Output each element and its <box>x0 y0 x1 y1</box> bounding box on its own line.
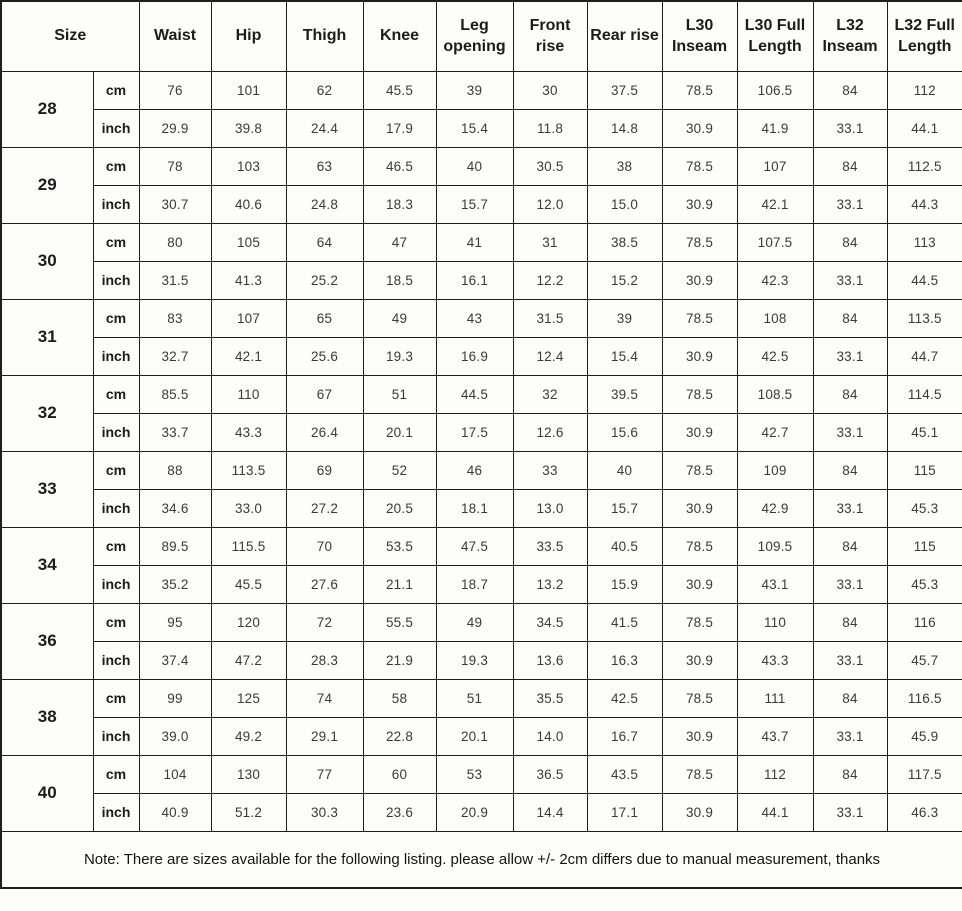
measurement-cell: 33.1 <box>813 793 887 831</box>
measurement-cell: 78.5 <box>662 679 737 717</box>
measurement-cell: 107.5 <box>737 223 813 261</box>
table-row-size-31-cm <box>1 299 962 337</box>
unit-label-cm: cm <box>93 451 139 489</box>
measurement-cell: 14.0 <box>513 717 587 755</box>
measurement-cell: 44.5 <box>887 261 962 299</box>
measurement-cell: 33.1 <box>813 337 887 375</box>
measurement-cell: 42.5 <box>737 337 813 375</box>
measurement-cell: 31.5 <box>513 299 587 337</box>
measurement-cell: 104 <box>139 755 211 793</box>
table-header <box>1 1 962 71</box>
measurement-cell: 101 <box>211 71 286 109</box>
table-row-size-40-cm <box>1 755 962 793</box>
unit-label-inch: inch <box>93 489 139 527</box>
measurement-cell: 78.5 <box>662 71 737 109</box>
table-row-size-36-cm <box>1 603 962 641</box>
measurement-cell: 69 <box>286 451 363 489</box>
unit-label-cm: cm <box>93 527 139 565</box>
measurement-cell: 41 <box>436 223 513 261</box>
size-column-header: Size <box>1 1 139 71</box>
measurement-cell: 15.9 <box>587 565 662 603</box>
measurement-cell: 63 <box>286 147 363 185</box>
column-header-rear-rise: Rear rise <box>587 1 662 71</box>
measurement-cell: 84 <box>813 527 887 565</box>
measurement-cell: 78.5 <box>662 375 737 413</box>
unit-label-cm: cm <box>93 755 139 793</box>
measurement-cell: 20.1 <box>363 413 436 451</box>
column-header-l30-inseam: L30 Inseam <box>662 1 737 71</box>
table-row-size-40-inch <box>1 793 962 831</box>
measurement-cell: 33.1 <box>813 717 887 755</box>
measurement-cell: 19.3 <box>363 337 436 375</box>
measurement-cell: 40.9 <box>139 793 211 831</box>
measurement-cell: 14.8 <box>587 109 662 147</box>
table-row-size-29-cm <box>1 147 962 185</box>
measurement-cell: 78 <box>139 147 211 185</box>
measurement-cell: 44.5 <box>436 375 513 413</box>
measurement-cell: 33.1 <box>813 413 887 451</box>
measurement-cell: 30.9 <box>662 489 737 527</box>
measurement-cell: 41.5 <box>587 603 662 641</box>
measurement-cell: 30.9 <box>662 717 737 755</box>
measurement-cell: 84 <box>813 679 887 717</box>
measurement-cell: 40 <box>436 147 513 185</box>
measurement-cell: 27.6 <box>286 565 363 603</box>
measurement-cell: 46 <box>436 451 513 489</box>
measurement-cell: 103 <box>211 147 286 185</box>
measurement-cell: 83 <box>139 299 211 337</box>
measurement-cell: 16.9 <box>436 337 513 375</box>
table-row-size-36-inch <box>1 641 962 679</box>
measurement-cell: 28.3 <box>286 641 363 679</box>
measurement-cell: 120 <box>211 603 286 641</box>
measurement-cell: 47.5 <box>436 527 513 565</box>
table-row-size-28-cm <box>1 71 962 109</box>
measurement-cell: 113.5 <box>211 451 286 489</box>
measurement-cell: 39 <box>436 71 513 109</box>
measurement-cell: 43.5 <box>587 755 662 793</box>
measurement-cell: 33.1 <box>813 489 887 527</box>
measurement-cell: 65 <box>286 299 363 337</box>
measurement-cell: 45.9 <box>887 717 962 755</box>
measurement-cell: 105 <box>211 223 286 261</box>
column-header-l32-full-length: L32 Full Length <box>887 1 962 71</box>
measurement-cell: 15.7 <box>587 489 662 527</box>
measurement-cell: 78.5 <box>662 603 737 641</box>
measurement-cell: 109 <box>737 451 813 489</box>
measurement-cell: 74 <box>286 679 363 717</box>
unit-label-cm: cm <box>93 603 139 641</box>
measurement-cell: 42.9 <box>737 489 813 527</box>
table-row-size-33-inch <box>1 489 962 527</box>
measurement-cell: 15.4 <box>587 337 662 375</box>
column-header-l32-inseam: L32 Inseam <box>813 1 887 71</box>
measurement-cell: 18.3 <box>363 185 436 223</box>
unit-label-cm: cm <box>93 299 139 337</box>
measurement-cell: 41.9 <box>737 109 813 147</box>
unit-label-inch: inch <box>93 109 139 147</box>
measurement-cell: 49 <box>436 603 513 641</box>
measurement-cell: 115 <box>887 527 962 565</box>
measurement-cell: 125 <box>211 679 286 717</box>
measurement-cell: 84 <box>813 147 887 185</box>
column-header-hip: Hip <box>211 1 286 71</box>
measurement-cell: 39.8 <box>211 109 286 147</box>
column-header-l30-full-length: L30 Full Length <box>737 1 813 71</box>
measurement-cell: 32 <box>513 375 587 413</box>
measurement-cell: 45.5 <box>211 565 286 603</box>
measurement-cell: 33 <box>513 451 587 489</box>
measurement-cell: 30.9 <box>662 337 737 375</box>
measurement-cell: 52 <box>363 451 436 489</box>
size-label-30: 30 <box>1 223 93 299</box>
size-label-28: 28 <box>1 71 93 147</box>
measurement-cell: 78.5 <box>662 755 737 793</box>
measurement-cell: 47 <box>363 223 436 261</box>
measurement-cell: 20.1 <box>436 717 513 755</box>
measurement-cell: 16.1 <box>436 261 513 299</box>
unit-label-inch: inch <box>93 413 139 451</box>
unit-label-inch: inch <box>93 565 139 603</box>
measurement-cell: 46.5 <box>363 147 436 185</box>
size-label-29: 29 <box>1 147 93 223</box>
table-row-size-29-inch <box>1 185 962 223</box>
size-label-31: 31 <box>1 299 93 375</box>
measurement-cell: 47.2 <box>211 641 286 679</box>
measurement-cell: 42.5 <box>587 679 662 717</box>
measurement-cell: 15.2 <box>587 261 662 299</box>
measurement-cell: 42.7 <box>737 413 813 451</box>
unit-label-inch: inch <box>93 337 139 375</box>
measurement-cell: 40.5 <box>587 527 662 565</box>
measurement-cell: 39 <box>587 299 662 337</box>
measurement-cell: 34.6 <box>139 489 211 527</box>
measurement-cell: 33.1 <box>813 261 887 299</box>
measurement-cell: 110 <box>211 375 286 413</box>
measurement-cell: 42.1 <box>211 337 286 375</box>
table-row-size-32-cm <box>1 375 962 413</box>
measurement-cell: 42.3 <box>737 261 813 299</box>
measurement-cell: 39.0 <box>139 717 211 755</box>
measurement-cell: 43.3 <box>211 413 286 451</box>
measurement-cell: 107 <box>737 147 813 185</box>
table-row-size-38-cm <box>1 679 962 717</box>
measurement-cell: 43 <box>436 299 513 337</box>
measurement-cell: 33.7 <box>139 413 211 451</box>
measurement-cell: 43.3 <box>737 641 813 679</box>
measurement-cell: 84 <box>813 451 887 489</box>
measurement-cell: 33.1 <box>813 565 887 603</box>
measurement-cell: 30.7 <box>139 185 211 223</box>
unit-label-cm: cm <box>93 679 139 717</box>
measurement-cell: 49.2 <box>211 717 286 755</box>
measurement-cell: 67 <box>286 375 363 413</box>
measurement-cell: 64 <box>286 223 363 261</box>
measurement-cell: 38 <box>587 147 662 185</box>
measurement-cell: 30.9 <box>662 565 737 603</box>
measurement-cell: 38.5 <box>587 223 662 261</box>
measurement-cell: 107 <box>211 299 286 337</box>
measurement-cell: 30.9 <box>662 185 737 223</box>
measurement-cell: 13.2 <box>513 565 587 603</box>
measurement-cell: 33.0 <box>211 489 286 527</box>
table-footer <box>1 831 962 888</box>
measurement-cell: 24.8 <box>286 185 363 223</box>
measurement-cell: 29.9 <box>139 109 211 147</box>
measurement-cell: 30.9 <box>662 793 737 831</box>
measurement-cell: 51 <box>363 375 436 413</box>
measurement-cell: 111 <box>737 679 813 717</box>
measurement-cell: 33.5 <box>513 527 587 565</box>
measurement-cell: 12.0 <box>513 185 587 223</box>
header-row <box>1 1 962 71</box>
measurement-cell: 45.3 <box>887 489 962 527</box>
measurement-cell: 12.4 <box>513 337 587 375</box>
measurement-cell: 112 <box>737 755 813 793</box>
measurement-cell: 25.2 <box>286 261 363 299</box>
measurement-cell: 40 <box>587 451 662 489</box>
measurement-cell: 23.6 <box>363 793 436 831</box>
measurement-cell: 109.5 <box>737 527 813 565</box>
measurement-cell: 40.6 <box>211 185 286 223</box>
measurement-cell: 13.6 <box>513 641 587 679</box>
size-label-33: 33 <box>1 451 93 527</box>
measurement-cell: 30.5 <box>513 147 587 185</box>
measurement-cell: 14.4 <box>513 793 587 831</box>
measurement-cell: 84 <box>813 375 887 413</box>
measurement-cell: 31.5 <box>139 261 211 299</box>
measurement-cell: 27.2 <box>286 489 363 527</box>
unit-label-inch: inch <box>93 793 139 831</box>
measurement-cell: 115.5 <box>211 527 286 565</box>
measurement-cell: 95 <box>139 603 211 641</box>
measurement-cell: 99 <box>139 679 211 717</box>
measurement-cell: 30 <box>513 71 587 109</box>
column-header-front-rise: Front rise <box>513 1 587 71</box>
size-label-38: 38 <box>1 679 93 755</box>
measurement-cell: 30.9 <box>662 261 737 299</box>
measurement-cell: 42.1 <box>737 185 813 223</box>
measurement-cell: 15.6 <box>587 413 662 451</box>
measurement-cell: 15.7 <box>436 185 513 223</box>
measurement-cell: 33.1 <box>813 109 887 147</box>
measurement-cell: 84 <box>813 71 887 109</box>
measurement-cell: 15.4 <box>436 109 513 147</box>
size-label-40: 40 <box>1 755 93 831</box>
measurement-cell: 70 <box>286 527 363 565</box>
table-row-size-30-inch <box>1 261 962 299</box>
measurement-cell: 110 <box>737 603 813 641</box>
measurement-cell: 44.7 <box>887 337 962 375</box>
measurement-cell: 114.5 <box>887 375 962 413</box>
note-row <box>1 831 962 888</box>
table-row-size-31-inch <box>1 337 962 375</box>
measurement-cell: 25.6 <box>286 337 363 375</box>
measurement-cell: 16.7 <box>587 717 662 755</box>
measurement-cell: 112 <box>887 71 962 109</box>
unit-label-cm: cm <box>93 223 139 261</box>
measurement-cell: 17.5 <box>436 413 513 451</box>
measurement-cell: 51.2 <box>211 793 286 831</box>
measurement-cell: 78.5 <box>662 299 737 337</box>
measurement-cell: 39.5 <box>587 375 662 413</box>
measurement-cell: 41.3 <box>211 261 286 299</box>
measurement-cell: 116 <box>887 603 962 641</box>
table-row-size-28-inch <box>1 109 962 147</box>
measurement-cell: 53 <box>436 755 513 793</box>
measurement-cell: 77 <box>286 755 363 793</box>
measurement-cell: 108.5 <box>737 375 813 413</box>
measurement-cell: 80 <box>139 223 211 261</box>
unit-label-inch: inch <box>93 641 139 679</box>
note-text: Note: There are sizes available for the following listing. please allow +/- 2cm differs due to manual measurement, thanks <box>1 831 962 888</box>
size-label-32: 32 <box>1 375 93 451</box>
measurement-cell: 11.8 <box>513 109 587 147</box>
measurement-cell: 106.5 <box>737 71 813 109</box>
measurement-cell: 45.7 <box>887 641 962 679</box>
measurement-cell: 22.8 <box>363 717 436 755</box>
measurement-cell: 78.5 <box>662 223 737 261</box>
measurement-cell: 24.4 <box>286 109 363 147</box>
measurement-cell: 30.3 <box>286 793 363 831</box>
measurement-cell: 49 <box>363 299 436 337</box>
measurement-cell: 113.5 <box>887 299 962 337</box>
measurement-cell: 44.1 <box>887 109 962 147</box>
measurement-cell: 85.5 <box>139 375 211 413</box>
measurement-cell: 29.1 <box>286 717 363 755</box>
measurement-cell: 13.0 <box>513 489 587 527</box>
measurement-cell: 76 <box>139 71 211 109</box>
table-row-size-34-cm <box>1 527 962 565</box>
measurement-cell: 16.3 <box>587 641 662 679</box>
measurement-cell: 116.5 <box>887 679 962 717</box>
measurement-cell: 44.1 <box>737 793 813 831</box>
measurement-cell: 44.3 <box>887 185 962 223</box>
measurement-cell: 33.1 <box>813 641 887 679</box>
size-label-34: 34 <box>1 527 93 603</box>
measurement-cell: 21.9 <box>363 641 436 679</box>
measurement-cell: 37.4 <box>139 641 211 679</box>
measurement-cell: 19.3 <box>436 641 513 679</box>
measurement-cell: 18.5 <box>363 261 436 299</box>
table-row-size-32-inch <box>1 413 962 451</box>
measurement-cell: 18.1 <box>436 489 513 527</box>
measurement-cell: 15.0 <box>587 185 662 223</box>
measurement-cell: 130 <box>211 755 286 793</box>
measurement-cell: 113 <box>887 223 962 261</box>
measurement-cell: 31 <box>513 223 587 261</box>
measurement-cell: 43.7 <box>737 717 813 755</box>
measurement-cell: 35.5 <box>513 679 587 717</box>
unit-label-cm: cm <box>93 71 139 109</box>
measurement-cell: 36.5 <box>513 755 587 793</box>
unit-label-inch: inch <box>93 717 139 755</box>
measurement-cell: 33.1 <box>813 185 887 223</box>
measurement-cell: 84 <box>813 223 887 261</box>
measurement-cell: 35.2 <box>139 565 211 603</box>
measurement-cell: 78.5 <box>662 451 737 489</box>
measurement-cell: 46.3 <box>887 793 962 831</box>
column-header-thigh: Thigh <box>286 1 363 71</box>
measurement-cell: 17.9 <box>363 109 436 147</box>
measurement-cell: 45.5 <box>363 71 436 109</box>
measurement-cell: 60 <box>363 755 436 793</box>
table-row-size-33-cm <box>1 451 962 489</box>
measurement-cell: 112.5 <box>887 147 962 185</box>
measurement-cell: 78.5 <box>662 147 737 185</box>
measurement-cell: 117.5 <box>887 755 962 793</box>
measurement-cell: 21.1 <box>363 565 436 603</box>
measurement-cell: 17.1 <box>587 793 662 831</box>
measurement-cell: 34.5 <box>513 603 587 641</box>
measurement-cell: 18.7 <box>436 565 513 603</box>
measurement-cell: 88 <box>139 451 211 489</box>
unit-label-inch: inch <box>93 261 139 299</box>
column-header-knee: Knee <box>363 1 436 71</box>
measurement-cell: 115 <box>887 451 962 489</box>
measurement-cell: 37.5 <box>587 71 662 109</box>
measurement-cell: 84 <box>813 299 887 337</box>
measurement-cell: 78.5 <box>662 527 737 565</box>
measurement-cell: 26.4 <box>286 413 363 451</box>
unit-label-inch: inch <box>93 185 139 223</box>
measurement-cell: 12.2 <box>513 261 587 299</box>
measurement-cell: 20.9 <box>436 793 513 831</box>
column-header-waist: Waist <box>139 1 211 71</box>
measurement-cell: 62 <box>286 71 363 109</box>
measurement-cell: 89.5 <box>139 527 211 565</box>
measurement-cell: 20.5 <box>363 489 436 527</box>
unit-label-cm: cm <box>93 375 139 413</box>
column-header-leg-opening: Leg opening <box>436 1 513 71</box>
measurement-cell: 32.7 <box>139 337 211 375</box>
measurement-cell: 43.1 <box>737 565 813 603</box>
unit-label-cm: cm <box>93 147 139 185</box>
measurement-cell: 72 <box>286 603 363 641</box>
measurement-cell: 12.6 <box>513 413 587 451</box>
measurement-cell: 30.9 <box>662 641 737 679</box>
measurement-cell: 84 <box>813 755 887 793</box>
table-row-size-34-inch <box>1 565 962 603</box>
measurement-cell: 108 <box>737 299 813 337</box>
measurement-cell: 53.5 <box>363 527 436 565</box>
table-body <box>1 71 962 831</box>
measurement-cell: 45.1 <box>887 413 962 451</box>
measurement-cell: 45.3 <box>887 565 962 603</box>
measurement-cell: 30.9 <box>662 109 737 147</box>
measurement-cell: 84 <box>813 603 887 641</box>
measurement-cell: 55.5 <box>363 603 436 641</box>
table-row-size-38-inch <box>1 717 962 755</box>
size-label-36: 36 <box>1 603 93 679</box>
measurement-cell: 30.9 <box>662 413 737 451</box>
measurement-cell: 58 <box>363 679 436 717</box>
table-row-size-30-cm <box>1 223 962 261</box>
measurement-cell: 51 <box>436 679 513 717</box>
